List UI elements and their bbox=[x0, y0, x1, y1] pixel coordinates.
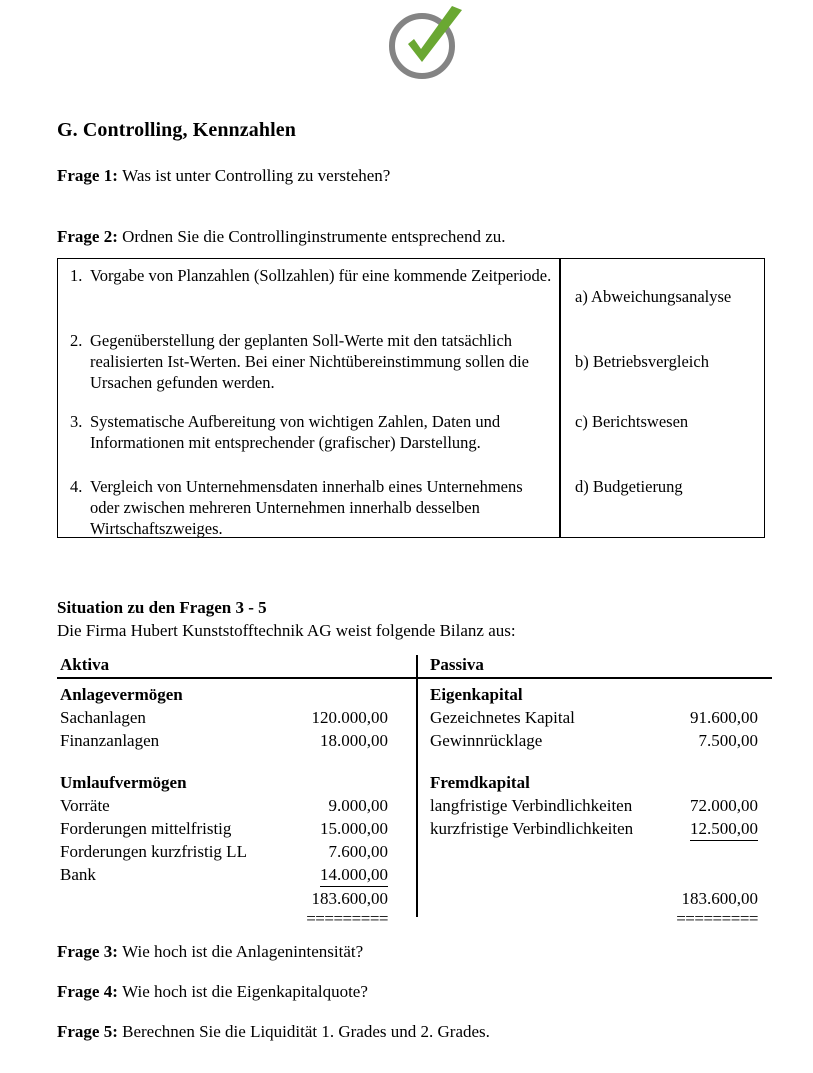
matching-instrument-c: c) Berichtswesen bbox=[575, 412, 689, 431]
definition-1-number: 1. bbox=[70, 266, 83, 285]
aktiva-double-rule: ========= bbox=[306, 909, 388, 928]
definition-3-number: 3. bbox=[70, 412, 83, 431]
question-3-text: Wie hoch ist die Anlagenintensität? bbox=[122, 942, 364, 961]
matching-definitions-column bbox=[58, 259, 559, 537]
aktiva-sachanlagen-amount: 120.000,00 bbox=[311, 708, 388, 727]
aktiva-vorraete-amount: 9.000,00 bbox=[328, 796, 388, 815]
passiva-kurzfristige-verbindlichkeiten-label: kurzfristige Verbindlichkeiten bbox=[430, 819, 634, 838]
question-1-text: Was ist unter Controlling zu verstehen? bbox=[122, 166, 391, 185]
passiva-group-1-label: Eigenkapital bbox=[430, 685, 523, 704]
aktiva-header: Aktiva bbox=[60, 655, 110, 674]
matching-instrument-d: d) Budgetierung bbox=[575, 477, 683, 496]
matching-instruments-column bbox=[561, 259, 764, 537]
aktiva-total-amount: 183.600,00 bbox=[311, 889, 388, 908]
passiva-group-2-label: Fremdkapital bbox=[430, 773, 530, 792]
question-4-label: Frage 4: bbox=[57, 982, 123, 1001]
question-1 bbox=[57, 166, 390, 186]
matching-definition-2 bbox=[70, 330, 553, 393]
balance-sheet-center-divider bbox=[416, 655, 418, 917]
aktiva-sachanlagen-label: Sachanlagen bbox=[60, 708, 146, 727]
definition-4-number: 4. bbox=[70, 477, 83, 496]
question-3 bbox=[57, 942, 363, 962]
situation-description: Die Firma Hubert Kunststofftechnik AG weist folgende Bilanz aus: bbox=[57, 621, 516, 640]
passiva-langfristige-verbindlichkeiten-label: langfristige Verbindlichkeiten bbox=[430, 796, 633, 815]
aktiva-forderungen-mittelfristig-amount: 15.000,00 bbox=[320, 819, 388, 838]
aktiva-group-1-label: Anlagevermögen bbox=[60, 685, 183, 704]
passiva-gewinnruecklage-label: Gewinnrücklage bbox=[430, 731, 543, 750]
aktiva-forderungen-mittelfristig-label: Forderungen mittelfristig bbox=[60, 819, 232, 838]
question-4 bbox=[57, 982, 368, 1002]
passiva-total-amount: 183.600,00 bbox=[681, 889, 758, 908]
aktiva-forderungen-kurzfristig-label: Forderungen kurzfristig LL bbox=[60, 842, 247, 861]
passiva-header: Passiva bbox=[430, 655, 484, 674]
aktiva-group-anlagevermoegen bbox=[60, 685, 402, 708]
aktiva-finanzanlagen-label: Finanzanlagen bbox=[60, 731, 160, 750]
table-row bbox=[60, 708, 402, 731]
definition-2-number: 2. bbox=[70, 331, 83, 350]
passiva-double-rule: ========= bbox=[676, 909, 758, 928]
table-row bbox=[430, 796, 772, 819]
question-2-text: Ordnen Sie die Controllinginstrumente entsprechend zu. bbox=[122, 227, 506, 246]
matching-definition-3 bbox=[70, 411, 553, 453]
aktiva-bank-amount: 14.000,00 bbox=[320, 865, 388, 887]
question-3-label: Frage 3: bbox=[57, 942, 123, 961]
question-2 bbox=[57, 227, 506, 247]
balance-sheet-header-rule bbox=[57, 677, 772, 679]
table-row bbox=[60, 865, 402, 888]
green-check-circle-logo bbox=[378, 4, 468, 82]
aktiva-bank-label: Bank bbox=[60, 865, 96, 884]
table-row bbox=[60, 842, 402, 865]
table-row bbox=[430, 708, 772, 731]
question-5 bbox=[57, 1022, 490, 1042]
balance-sheet bbox=[57, 655, 772, 928]
passiva-langfristige-verbindlichkeiten-amount: 72.000,00 bbox=[690, 796, 758, 815]
matching-instrument-a: a) Abweichungsanalyse bbox=[575, 287, 732, 306]
aktiva-finanzanlagen-amount: 18.000,00 bbox=[320, 731, 388, 750]
table-row bbox=[430, 731, 772, 754]
question-1-label: Frage 1: bbox=[57, 166, 123, 185]
table-row bbox=[60, 819, 402, 842]
definition-1-text: Vorgabe von Planzahlen (Sollzahlen) für eine kommende Zeitperiode. bbox=[90, 266, 552, 285]
matching-table bbox=[57, 258, 765, 538]
passiva-gewinnruecklage-amount: 7.500,00 bbox=[698, 731, 758, 750]
passiva-gezeichnetes-kapital-amount: 91.600,00 bbox=[690, 708, 758, 727]
aktiva-group-2-label: Umlaufvermögen bbox=[60, 773, 187, 792]
aktiva-vorraete-label: Vorräte bbox=[60, 796, 110, 815]
matching-definition-1 bbox=[70, 265, 553, 286]
table-row bbox=[430, 819, 772, 842]
situation-heading: Situation zu den Fragen 3 - 5 bbox=[57, 598, 267, 617]
passiva-group-eigenkapital bbox=[430, 685, 772, 708]
question-2-label: Frage 2: bbox=[57, 227, 123, 246]
table-row bbox=[60, 731, 402, 754]
question-5-text: Berechnen Sie die Liquidität 1. Grades und 2. Grades. bbox=[122, 1022, 490, 1041]
page-title: G. Controlling, Kennzahlen bbox=[57, 119, 296, 141]
aktiva-forderungen-kurzfristig-amount: 7.600,00 bbox=[328, 842, 388, 861]
matching-definition-4 bbox=[70, 476, 553, 539]
question-5-label: Frage 5: bbox=[57, 1022, 123, 1041]
question-4-text: Wie hoch ist die Eigenkapitalquote? bbox=[122, 982, 368, 1001]
table-row bbox=[60, 796, 402, 819]
definition-4-text: Vergleich von Unternehmensdaten innerhalb eines Unternehmens oder zwischen mehreren Unternehmen innerhalb desselben Wirtschaftszweiges. bbox=[90, 477, 523, 538]
definition-3-text: Systematische Aufbereitung von wichtigen Zahlen, Daten und Informationen mit entsprechender (grafischer) Darstellung. bbox=[90, 412, 501, 452]
passiva-gezeichnetes-kapital-label: Gezeichnetes Kapital bbox=[430, 708, 575, 727]
passiva-kurzfristige-verbindlichkeiten-amount: 12.500,00 bbox=[690, 819, 758, 841]
matching-instrument-b: b) Betriebsvergleich bbox=[575, 352, 709, 371]
definition-2-text: Gegenüberstellung der geplanten Soll-Werte mit den tatsächlich realisierten Ist-Werten. Bei einer Nichtübereinstimmung sollen die Ursachen gefunden werden. bbox=[90, 331, 529, 392]
